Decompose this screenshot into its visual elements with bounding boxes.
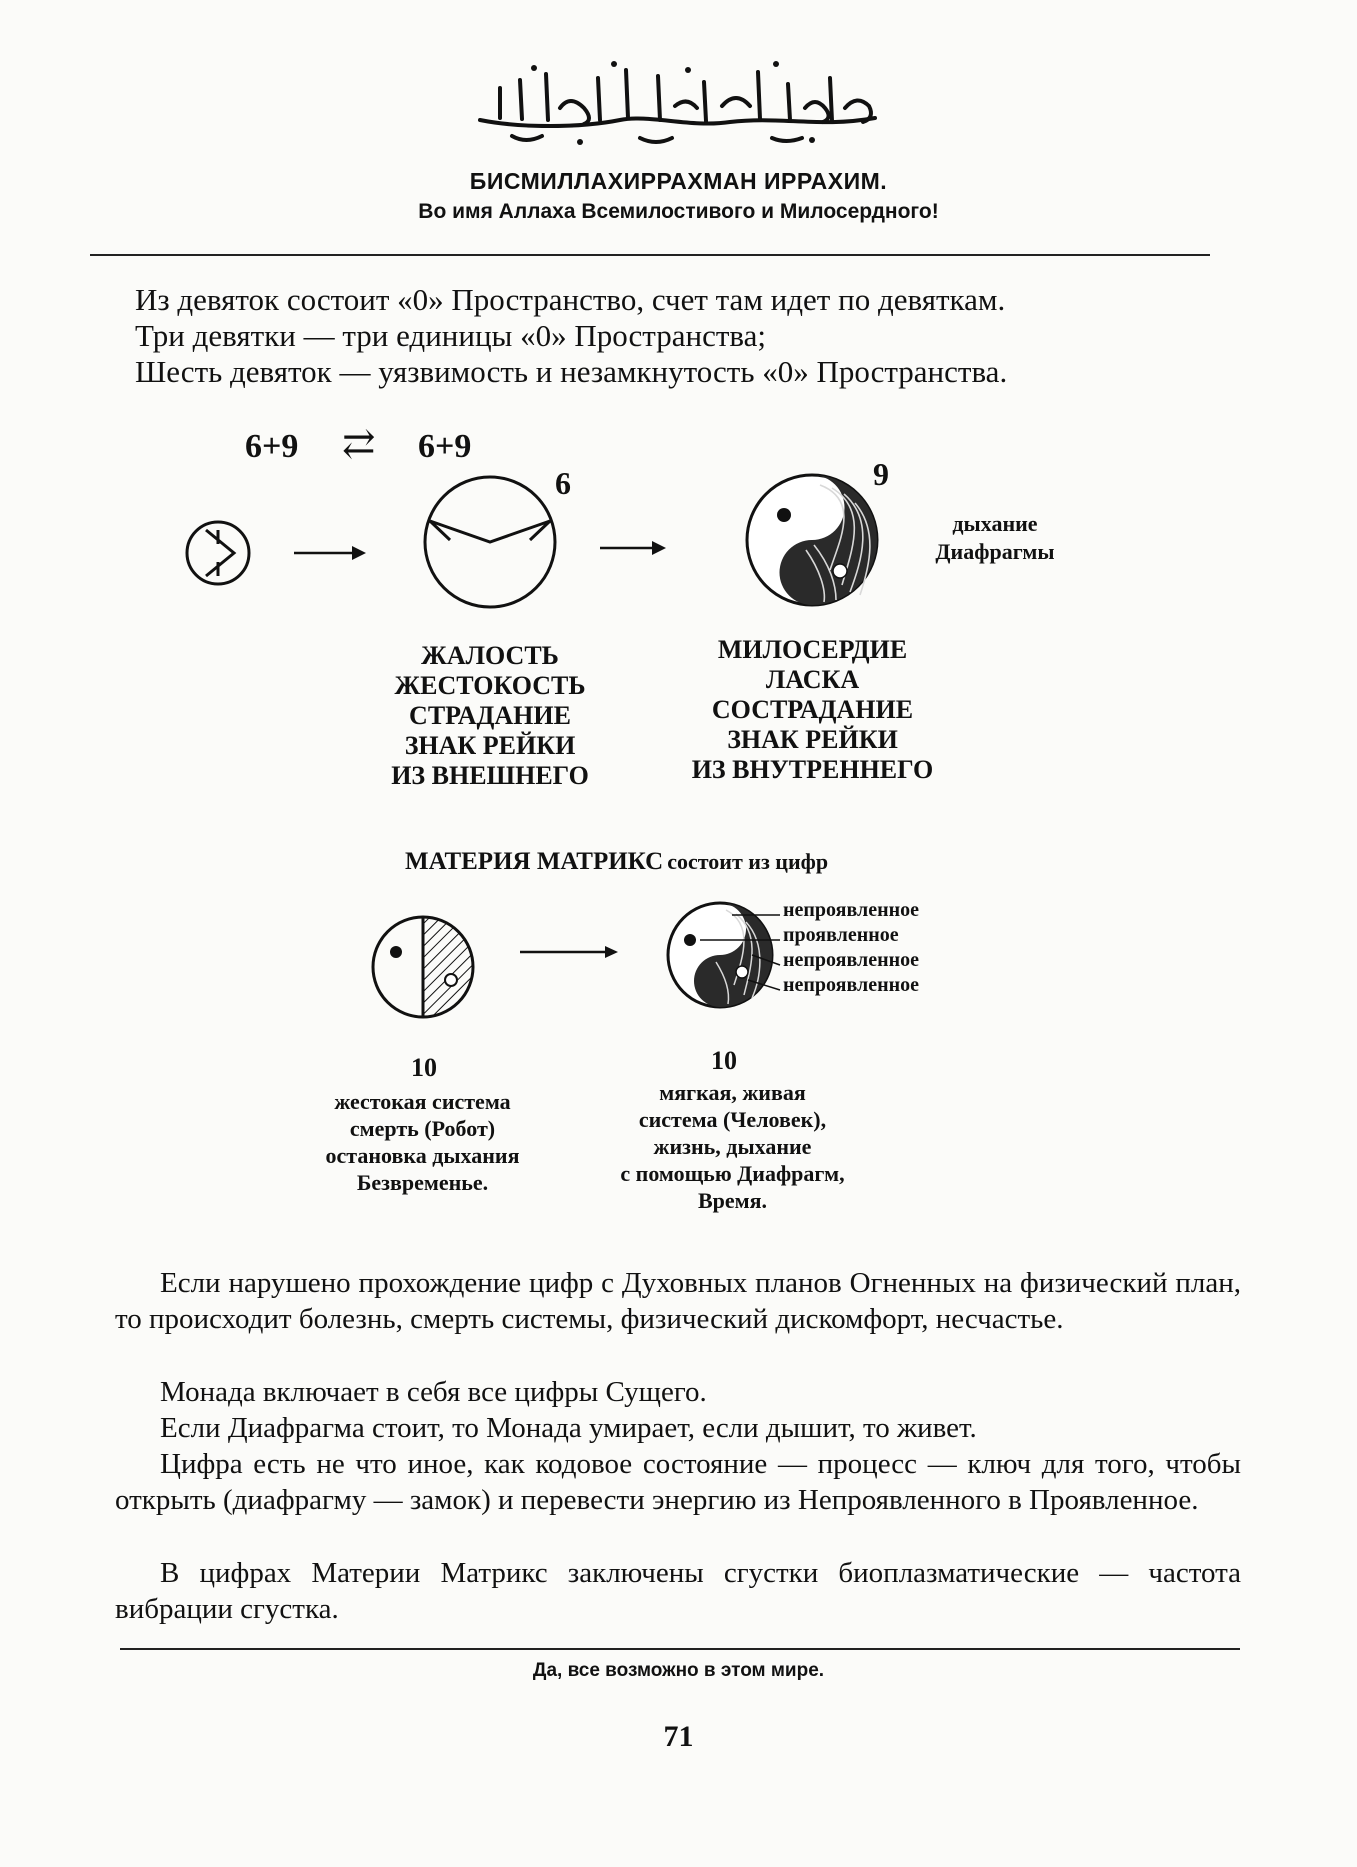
arrow-circle-icon [187,522,249,584]
arrow-right-icon [600,541,666,555]
left-caption [290,1088,555,1196]
diagram-two-shapes [0,900,1357,1030]
term: ИЗ ВНЕШНЕГО [391,761,589,790]
term: СТРАДАНИЕ [409,701,571,730]
left-terms [345,641,635,791]
diagram-one-shapes [0,470,1357,620]
breath-label-line: Диафрагмы [935,539,1055,564]
footer-text: Да, все возможно в этом мире. [532,1660,825,1681]
right-caption [585,1079,880,1214]
caption-line: мягкая, живая [659,1080,806,1105]
caption-line: с помощью Диафрагм, [620,1161,845,1186]
body-paragraph: В цифрах Материи Матрикс заключены сгустки биоплазматические — частота вибрации сгустка. [115,1557,1241,1625]
intro-line: Из девяток состоит «0» Пространство, счет там идет по девяткам. [135,282,1006,317]
caption-line: система (Человек), [638,1107,827,1132]
term: СОСТРАДАНИЕ [711,695,914,724]
yin-yang-nine-icon [747,475,877,605]
term: ЖАЛОСТЬ [421,641,559,670]
intro-line: Шесть девяток — уязвимость и незамкнутость «0» Пространства. [135,354,1008,389]
body-paragraph: Если Диафрагма стоит, то Монада умирает, если дышит, то живет. [160,1412,977,1444]
caption-line: Время. [697,1188,768,1213]
intro-line: Три девятки — три единицы «0» Пространства; [135,318,766,353]
caption-line: жестокая система [334,1089,511,1114]
header-subtitle: Во имя Аллаха Всемилостивого и Милосердного! [418,200,939,223]
body-paragraph: Монада включает в себя все цифры Сущего. [160,1376,707,1408]
caption-line: Безвременье. [356,1170,489,1195]
formula-left: 6+9 [245,428,299,465]
formula-right: 6+9 [418,428,472,465]
layer-labels [783,898,919,998]
term: ЗНАК РЕЙКИ [404,731,576,760]
body-paragraph: Если нарушено прохождение цифр с Духовных планов Огненных на физический план, то происходит болезнь, смерть системы, физический дискомфорт, несчастье. [115,1267,1241,1335]
arrow-right-icon [520,946,618,958]
caption-line: жизнь, дыхание [653,1134,812,1159]
circle-six-icon [425,477,555,607]
matrix-title-caps: МАТЕРИЯ МАТРИКС [405,848,664,875]
layer-label: непроявленное [783,899,920,921]
circle-six-label: 6 [555,465,571,501]
body-paragraph: Цифра есть не что иное, как кодовое состояние — процесс — ключ для того, чтобы открыть (диафрагму — замок) и перевести энергию из Непроявленного в Проявленное. [115,1448,1241,1516]
header-title: БИСМИЛЛАХИРРАХМАН ИРРАХИМ. [469,168,888,194]
layer-label: непроявленное [783,974,920,996]
breath-label-line: дыхание [952,511,1038,536]
layered-yin-yang-icon [668,903,780,1007]
circle-nine-label: 9 [873,456,889,492]
term: ЛАСКА [765,665,860,694]
layer-label: проявленное [783,924,899,946]
basmala-calligraphy [460,48,900,148]
breath-label [920,510,1070,566]
matrix-title-rest: состоит из цифр [667,849,829,874]
caption-line: остановка дыхания [325,1143,520,1168]
right-number: 10 [711,1046,737,1075]
page-number: 71 [663,1720,694,1753]
term: МИЛОСЕРДИЕ [717,635,908,664]
term: ИЗ ВНУТРЕННЕГО [691,755,934,784]
footer-divider [120,1648,1240,1650]
arrow-right-icon [294,546,366,560]
left-number: 10 [411,1053,437,1082]
half-hatched-circle-icon [373,917,473,1017]
layer-label: непроявленное [783,949,920,971]
header-divider [90,254,1210,256]
term: ЖЕСТОКОСТЬ [394,671,586,700]
caption-line: смерть (Робот) [349,1116,496,1141]
term: ЗНАК РЕЙКИ [727,725,898,754]
right-terms [660,635,965,785]
matrix-title [405,848,828,876]
swap-arrows-icon: ⇄ [342,421,376,466]
